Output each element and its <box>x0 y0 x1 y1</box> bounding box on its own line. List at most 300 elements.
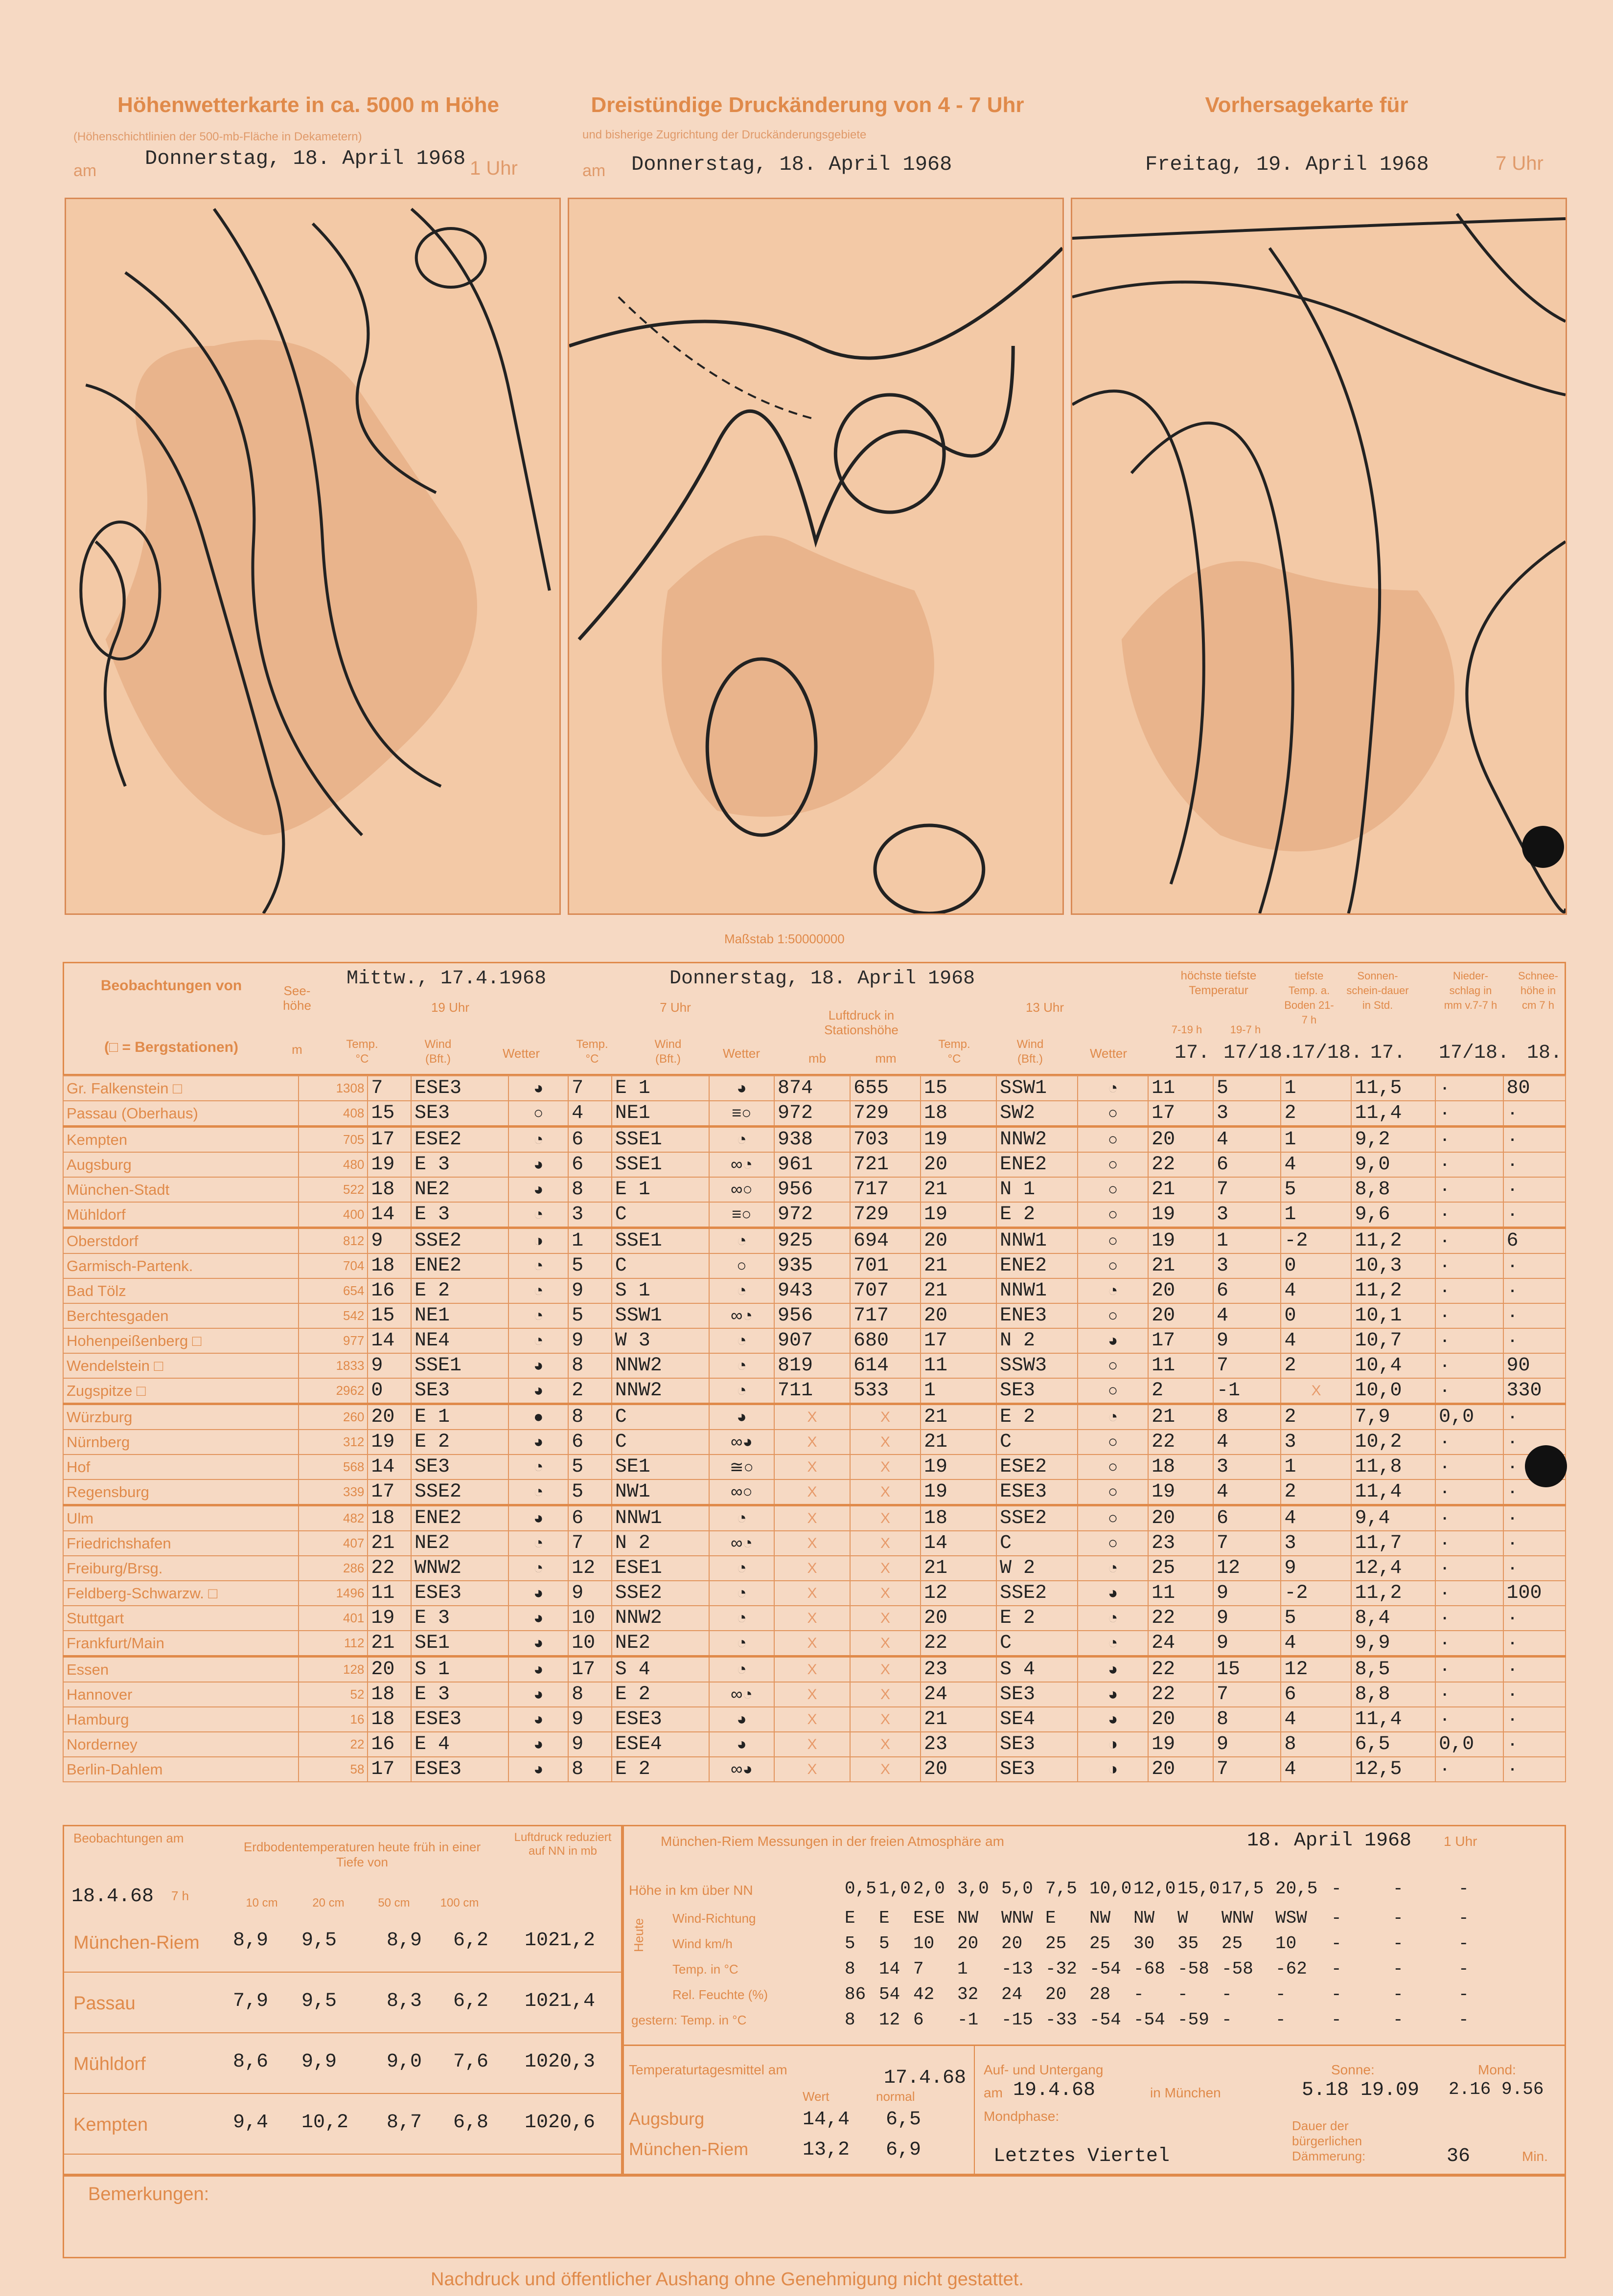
cell-w19: ESE2 <box>411 1127 508 1153</box>
mm-label: mm <box>875 1051 897 1066</box>
cell-x19: ◕ <box>508 1732 568 1757</box>
tm-station-name: Augsburg <box>629 2109 705 2129</box>
station-row <box>63 1581 1566 1606</box>
cell-max: 21 <box>1148 1177 1213 1202</box>
cell-x7: ∞◕ <box>709 1430 774 1455</box>
cell-w13: C <box>996 1531 1078 1556</box>
upper-air-value: 28 <box>1089 1984 1111 2004</box>
daemmerung-unit: Min. <box>1522 2149 1548 2164</box>
cell-nie: ۰ <box>1435 1278 1503 1303</box>
cell-x13: ○ <box>1078 1152 1148 1177</box>
cell-min: 3 <box>1213 1253 1281 1278</box>
cell-min: -1 <box>1213 1378 1281 1404</box>
cell-max: 20 <box>1148 1278 1213 1303</box>
cell-sch: 100 <box>1503 1581 1566 1606</box>
tm-normal-value: 6,5 <box>886 2109 922 2131</box>
cell-mb: 935 <box>774 1253 850 1278</box>
remarks-box <box>63 2175 1566 2258</box>
cell-w7: NNW2 <box>612 1378 709 1404</box>
cell-min: 9 <box>1213 1606 1281 1631</box>
station-row <box>63 1505 1566 1531</box>
day-tiefste: 17/18. <box>1223 1042 1294 1064</box>
upper-air-row-label: Rel. Feuchte (%) <box>672 1987 768 2002</box>
cell-x13: ◑ <box>1078 1732 1148 1757</box>
cell-mm: 694 <box>850 1228 921 1254</box>
cell-w19: SE1 <box>411 1631 508 1657</box>
cell-x19: ◕ <box>508 1682 568 1707</box>
upper-air-value: E <box>1045 1908 1056 1928</box>
cell-mb: 972 <box>774 1202 850 1228</box>
upper-air-date: 18. April 1968 <box>1247 1830 1412 1852</box>
cell-x13: ○ <box>1078 1202 1148 1228</box>
cell-t13: 14 <box>921 1531 996 1556</box>
soil-temp-value: 7,6 <box>453 2051 489 2073</box>
cell-x13: ○ <box>1078 1303 1148 1328</box>
sun-in: in München <box>1150 2085 1221 2100</box>
cell-w7: N 2 <box>612 1531 709 1556</box>
pressure-change-map <box>568 198 1064 915</box>
cell-t7: 4 <box>568 1101 612 1127</box>
cell-mb: X <box>774 1707 850 1732</box>
soil-pressure-value: 1020,6 <box>525 2112 596 2134</box>
cell-w13: SSW3 <box>996 1353 1078 1378</box>
cell-son: 12,5 <box>1351 1757 1435 1782</box>
cell-x13: ◔ <box>1078 1404 1148 1430</box>
cell-max: 20 <box>1148 1757 1213 1782</box>
cell-w19: ESE3 <box>411 1707 508 1732</box>
cell-t19: 22 <box>368 1556 411 1581</box>
upper-air-value: NW <box>1133 1908 1155 1928</box>
cell-w13: ESE3 <box>996 1479 1078 1505</box>
map1-title: Höhenwetterkarte in ca. 5000 m Höhe <box>117 93 500 117</box>
height-value: 10,0 <box>1089 1879 1132 1899</box>
cell-t13: 23 <box>921 1657 996 1682</box>
cell-w7: ESE4 <box>612 1732 709 1757</box>
upper-air-value: 7 <box>913 1959 924 1979</box>
upper-air-value: - <box>1221 2010 1232 2030</box>
soil-temp-value: 8,9 <box>387 1930 422 1952</box>
cell-t13: 12 <box>921 1581 996 1606</box>
soil-temp-value: 9,5 <box>301 1930 337 1952</box>
cell-w19: NE2 <box>411 1531 508 1556</box>
cell-sch: ۰ <box>1503 1606 1566 1631</box>
tm-wert-value: 14,4 <box>803 2109 850 2131</box>
upper-air-value: - <box>1393 1933 1404 1954</box>
cell-name: Kempten <box>63 1127 299 1153</box>
cell-h: 16 <box>299 1707 368 1732</box>
cell-w19: NE1 <box>411 1303 508 1328</box>
cell-x13: ◔ <box>1078 1556 1148 1581</box>
cell-name: Hof <box>63 1455 299 1479</box>
cell-w13: C <box>996 1631 1078 1657</box>
cell-nie: ۰ <box>1435 1505 1503 1531</box>
upper-air-value: -59 <box>1177 2010 1209 2030</box>
cell-son: 7,9 <box>1351 1404 1435 1430</box>
cell-x13: ◔ <box>1078 1278 1148 1303</box>
cell-h: 568 <box>299 1455 368 1479</box>
cell-t19: 14 <box>368 1202 411 1228</box>
cell-son: 10,3 <box>1351 1253 1435 1278</box>
cell-nie: ۰ <box>1435 1152 1503 1177</box>
mondphase-value: Letztes Viertel <box>993 2145 1170 2167</box>
cell-name: München-Stadt <box>63 1177 299 1202</box>
soil-temp-value: 6,8 <box>453 2112 489 2134</box>
cell-x19: ● <box>508 1404 568 1430</box>
forecast-map <box>1071 198 1567 915</box>
upper-air-value: - <box>1458 1984 1469 2004</box>
upper-air-value: - <box>1275 2010 1286 2030</box>
cell-w7: C <box>612 1404 709 1430</box>
observation-table <box>63 1075 1566 1782</box>
cell-h: 1833 <box>299 1353 368 1378</box>
cell-bod: 12 <box>1281 1657 1351 1682</box>
height-value: 12,0 <box>1133 1879 1176 1899</box>
cell-w7: NE1 <box>612 1101 709 1127</box>
upper-air-map <box>65 198 561 915</box>
cell-x7: ◔ <box>709 1127 774 1153</box>
day-sonne: 17. <box>1370 1042 1406 1064</box>
cell-son: 12,4 <box>1351 1556 1435 1581</box>
daemmerung-value: 36 <box>1447 2145 1471 2167</box>
cell-x13: ◑ <box>1078 1757 1148 1782</box>
cell-x7: ∞○ <box>709 1479 774 1505</box>
cell-t13: 20 <box>921 1606 996 1631</box>
cell-t13: 1 <box>921 1378 996 1404</box>
cell-min: 4 <box>1213 1303 1281 1328</box>
cell-x19: ◕ <box>508 1152 568 1177</box>
cell-sch: ۰ <box>1503 1479 1566 1505</box>
upper-air-value: -68 <box>1133 1959 1165 1979</box>
cell-x19: ◔ <box>508 1531 568 1556</box>
time-13: 13 Uhr <box>1025 1000 1064 1015</box>
cell-nie: ۰ <box>1435 1202 1503 1228</box>
cell-x19: ◕ <box>508 1177 568 1202</box>
upper-air-value: - <box>1331 2010 1342 2030</box>
cell-name: Wendelstein □ <box>63 1353 299 1378</box>
cell-w7: C <box>612 1202 709 1228</box>
cell-mm: X <box>850 1455 921 1479</box>
cell-x19: ◕ <box>508 1353 568 1378</box>
cell-sch: ۰ <box>1503 1253 1566 1278</box>
cell-w13: SE4 <box>996 1707 1078 1732</box>
mond-value: 2.16 9.56 <box>1449 2079 1544 2099</box>
cell-t13: 24 <box>921 1682 996 1707</box>
cell-t7: 2 <box>568 1378 612 1404</box>
cell-w13: ESE2 <box>996 1455 1078 1479</box>
cell-mm: X <box>850 1404 921 1430</box>
soil-temp-value: 9,9 <box>301 2051 337 2073</box>
mondphase-label: Mondphase: <box>984 2109 1060 2124</box>
cell-bod: 0 <box>1281 1253 1351 1278</box>
cell-t19: 17 <box>368 1757 411 1782</box>
cell-name: Norderney <box>63 1732 299 1757</box>
height-value: 3,0 <box>957 1879 989 1899</box>
cell-x13: ○ <box>1078 1430 1148 1455</box>
cell-bod: 9 <box>1281 1556 1351 1581</box>
cell-name: Ulm <box>63 1505 299 1531</box>
cell-mm: X <box>850 1631 921 1657</box>
cell-mb: 907 <box>774 1328 850 1353</box>
cell-name: Friedrichshafen <box>63 1531 299 1556</box>
cell-bod: -2 <box>1281 1228 1351 1254</box>
cell-max: 19 <box>1148 1479 1213 1505</box>
sonne-label: Sonnen-schein-dauer in Std. <box>1346 970 1409 1011</box>
cell-t13: 17 <box>921 1328 996 1353</box>
cell-nie: ۰ <box>1435 1228 1503 1254</box>
cell-t13: 20 <box>921 1228 996 1254</box>
upper-air-value: 6 <box>913 2010 924 2030</box>
cell-w13: SE3 <box>996 1378 1078 1404</box>
upper-air-value: ESE <box>913 1908 945 1928</box>
cell-son: 11,2 <box>1351 1581 1435 1606</box>
upper-air-value: 5 <box>879 1933 890 1954</box>
cell-t13: 21 <box>921 1707 996 1732</box>
upper-air-value: 25 <box>1045 1933 1067 1954</box>
soil-pressure-value: 1020,3 <box>525 2051 596 2073</box>
cell-t13: 21 <box>921 1278 996 1303</box>
upper-air-value: 20 <box>957 1933 979 1954</box>
cell-mm: 729 <box>850 1202 921 1228</box>
cell-nie: ۰ <box>1435 1076 1503 1101</box>
cell-mm: X <box>850 1707 921 1732</box>
cell-name: Hohenpeißenberg □ <box>63 1328 299 1353</box>
cell-t7: 8 <box>568 1177 612 1202</box>
cell-x13: ◕ <box>1078 1657 1148 1682</box>
cell-mb: X <box>774 1404 850 1430</box>
height-value: 2,0 <box>913 1879 945 1899</box>
cell-h: 22 <box>299 1732 368 1757</box>
cell-w7: NE2 <box>612 1631 709 1657</box>
cell-mb: 956 <box>774 1303 850 1328</box>
cell-nie: ۰ <box>1435 1303 1503 1328</box>
day-boden: 17/18. <box>1292 1042 1363 1064</box>
cell-son: 8,5 <box>1351 1657 1435 1682</box>
cell-min: 7 <box>1213 1682 1281 1707</box>
cell-sch: ۰ <box>1503 1657 1566 1682</box>
cell-t7: 5 <box>568 1479 612 1505</box>
cell-max: 22 <box>1148 1657 1213 1682</box>
cell-t19: 14 <box>368 1328 411 1353</box>
cell-h: 2962 <box>299 1378 368 1404</box>
cell-min: 4 <box>1213 1479 1281 1505</box>
cell-x13: ○ <box>1078 1353 1148 1378</box>
cell-mb: X <box>774 1455 850 1479</box>
cell-t19: 17 <box>368 1479 411 1505</box>
upper-air-row-label: Wind km/h <box>672 1936 733 1951</box>
cell-w7: NNW2 <box>612 1606 709 1631</box>
cell-x13: ○ <box>1078 1378 1148 1404</box>
soil-station-name: Kempten <box>73 2114 148 2135</box>
cell-w13: E 2 <box>996 1606 1078 1631</box>
cell-t7: 6 <box>568 1127 612 1153</box>
cell-t7: 8 <box>568 1404 612 1430</box>
upper-air-value: 42 <box>913 1984 935 2004</box>
station-row <box>63 1455 1566 1479</box>
soil-temp-value: 10,2 <box>301 2112 349 2134</box>
upper-air-value: WNW <box>1001 1908 1033 1928</box>
cell-nie: ۰ <box>1435 1631 1503 1657</box>
cell-h: 339 <box>299 1479 368 1505</box>
soil-luftdruck-title: Luftdruck reduziert auf NN in mb <box>514 1831 612 1858</box>
sun-title: Auf- und Untergang <box>984 2062 1104 2077</box>
cell-min: 3 <box>1213 1101 1281 1127</box>
cell-name: Nürnberg <box>63 1430 299 1455</box>
cell-name: Essen <box>63 1657 299 1682</box>
cell-son: 9,9 <box>1351 1631 1435 1657</box>
mb-label: mb <box>808 1051 827 1066</box>
cell-t7: 7 <box>568 1076 612 1101</box>
soil-temp-value: 9,5 <box>301 1990 337 2012</box>
cell-x7: ◔ <box>709 1505 774 1531</box>
upper-air-value: E <box>845 1908 855 1928</box>
upper-air-value: -54 <box>1089 2010 1121 2030</box>
cell-h: 58 <box>299 1757 368 1782</box>
cell-max: 20 <box>1148 1505 1213 1531</box>
cell-t7: 5 <box>568 1303 612 1328</box>
cell-x13: ◕ <box>1078 1682 1148 1707</box>
cell-x19: ◕ <box>508 1505 568 1531</box>
cell-sch: ۰ <box>1503 1682 1566 1707</box>
upper-air-value: -32 <box>1045 1959 1077 1979</box>
footer-note: Nachdruck und öffentlicher Aushang ohne Genehmigung nicht gestattet. <box>431 2269 1024 2290</box>
cell-bod: 2 <box>1281 1404 1351 1430</box>
cell-w19: WNW2 <box>411 1556 508 1581</box>
upper-air-value: -13 <box>1001 1959 1033 1979</box>
upper-air-value: E <box>879 1908 890 1928</box>
cell-h: 482 <box>299 1505 368 1531</box>
cell-x19: ◔ <box>508 1556 568 1581</box>
stations-title: Beobachtungen von <box>100 978 242 994</box>
cell-w7: C <box>612 1253 709 1278</box>
station-row <box>63 1556 1566 1581</box>
cell-max: 20 <box>1148 1707 1213 1732</box>
cell-x19: ◕ <box>508 1581 568 1606</box>
cell-t19: 20 <box>368 1404 411 1430</box>
cell-sch: ۰ <box>1503 1430 1566 1455</box>
map1-subtitle: (Höhenschichtlinien der 500-mb-Fläche in Dekametern) <box>73 130 362 143</box>
cell-nie: ۰ <box>1435 1657 1503 1682</box>
cell-sch: ۰ <box>1503 1278 1566 1303</box>
cell-son: 11,8 <box>1351 1455 1435 1479</box>
cell-min: 5 <box>1213 1076 1281 1101</box>
cell-x19: ◕ <box>508 1606 568 1631</box>
cell-t19: 19 <box>368 1152 411 1177</box>
cell-w13: ENE2 <box>996 1152 1078 1177</box>
cell-h: 128 <box>299 1657 368 1682</box>
cell-x7: ∞◔ <box>709 1682 774 1707</box>
cell-min: 9 <box>1213 1631 1281 1657</box>
cell-bod: 4 <box>1281 1505 1351 1531</box>
station-row <box>63 1606 1566 1631</box>
cell-nie: ۰ <box>1435 1177 1503 1202</box>
cell-mb: 925 <box>774 1228 850 1254</box>
sonne-label: Sonne: <box>1331 2062 1375 2077</box>
cell-x19: ◕ <box>508 1378 568 1404</box>
cell-t19: 21 <box>368 1631 411 1657</box>
cell-mm: X <box>850 1657 921 1682</box>
soil-station-name: München-Riem <box>73 1932 200 1953</box>
cell-h: 401 <box>299 1606 368 1631</box>
upper-air-value: NW <box>957 1908 979 1928</box>
cell-sch: ۰ <box>1503 1531 1566 1556</box>
cell-nie: 0,0 <box>1435 1404 1503 1430</box>
upper-air-value: - <box>1331 1933 1342 1954</box>
soil-obs-date: 18.4.68 <box>71 1886 154 1908</box>
cell-name: Hannover <box>63 1682 299 1707</box>
cell-name: Freiburg/Brsg. <box>63 1556 299 1581</box>
cell-nie: ۰ <box>1435 1757 1503 1782</box>
station-row <box>63 1127 1566 1153</box>
wind-label-7: Wind (Bft.) <box>654 1038 682 1066</box>
cell-x7: ◔ <box>709 1556 774 1581</box>
cell-mb: X <box>774 1430 850 1455</box>
cell-max: 20 <box>1148 1127 1213 1153</box>
cell-bod: 4 <box>1281 1757 1351 1782</box>
cell-t7: 5 <box>568 1253 612 1278</box>
cell-max: 19 <box>1148 1202 1213 1228</box>
upper-air-value: -54 <box>1133 2010 1165 2030</box>
day-hoechste: 17. <box>1175 1042 1210 1064</box>
cell-sch: ۰ <box>1503 1177 1566 1202</box>
upper-air-value: - <box>1458 2010 1469 2030</box>
cell-mm: 707 <box>850 1278 921 1303</box>
cell-x13: ○ <box>1078 1531 1148 1556</box>
cell-min: 3 <box>1213 1202 1281 1228</box>
upper-air-value: 25 <box>1089 1933 1111 1954</box>
upper-air-value: - <box>1221 1984 1232 2004</box>
cell-mm: X <box>850 1505 921 1531</box>
cell-min: 6 <box>1213 1505 1281 1531</box>
soil-temp-value: 8,7 <box>387 2112 422 2134</box>
cell-h: 408 <box>299 1101 368 1127</box>
map1-date: Donnerstag, 18. April 1968 <box>145 147 466 170</box>
cell-x7: ◔ <box>709 1657 774 1682</box>
upper-air-value: - <box>1393 2010 1404 2030</box>
cell-t19: 7 <box>368 1076 411 1101</box>
cell-max: 24 <box>1148 1631 1213 1657</box>
wetter-label-7: Wetter <box>722 1046 760 1061</box>
height-value: 15,0 <box>1177 1879 1220 1899</box>
cell-x7: ◔ <box>709 1581 774 1606</box>
cell-x13: ○ <box>1078 1253 1148 1278</box>
cell-x7: ◔ <box>709 1631 774 1657</box>
upper-air-value: 8 <box>845 2010 855 2030</box>
station-row <box>63 1682 1566 1707</box>
cell-w19: NE2 <box>411 1177 508 1202</box>
cell-t13: 20 <box>921 1303 996 1328</box>
station-row <box>63 1253 1566 1278</box>
cell-x19: ◔ <box>508 1253 568 1278</box>
cell-min: 7 <box>1213 1757 1281 1782</box>
cell-nie: ۰ <box>1435 1707 1503 1732</box>
cell-nie: ۰ <box>1435 1682 1503 1707</box>
map3-time: 7 Uhr <box>1496 153 1544 174</box>
soil-obs-title: Beobachtungen am <box>73 1831 184 1845</box>
cell-mm: X <box>850 1556 921 1581</box>
soil-station-name: Passau <box>73 1993 136 2014</box>
cell-w7: E 1 <box>612 1076 709 1101</box>
cell-x7: ◕ <box>709 1404 774 1430</box>
cell-max: 22 <box>1148 1430 1213 1455</box>
cell-x7: ○ <box>709 1253 774 1278</box>
cell-h: 1308 <box>299 1076 368 1101</box>
cell-son: 10,1 <box>1351 1303 1435 1328</box>
cell-t19: 9 <box>368 1228 411 1254</box>
cell-sch: ۰ <box>1503 1556 1566 1581</box>
cell-x13: ◕ <box>1078 1581 1148 1606</box>
height-value: - <box>1393 1879 1404 1899</box>
height-value: 0,5 <box>845 1879 876 1899</box>
